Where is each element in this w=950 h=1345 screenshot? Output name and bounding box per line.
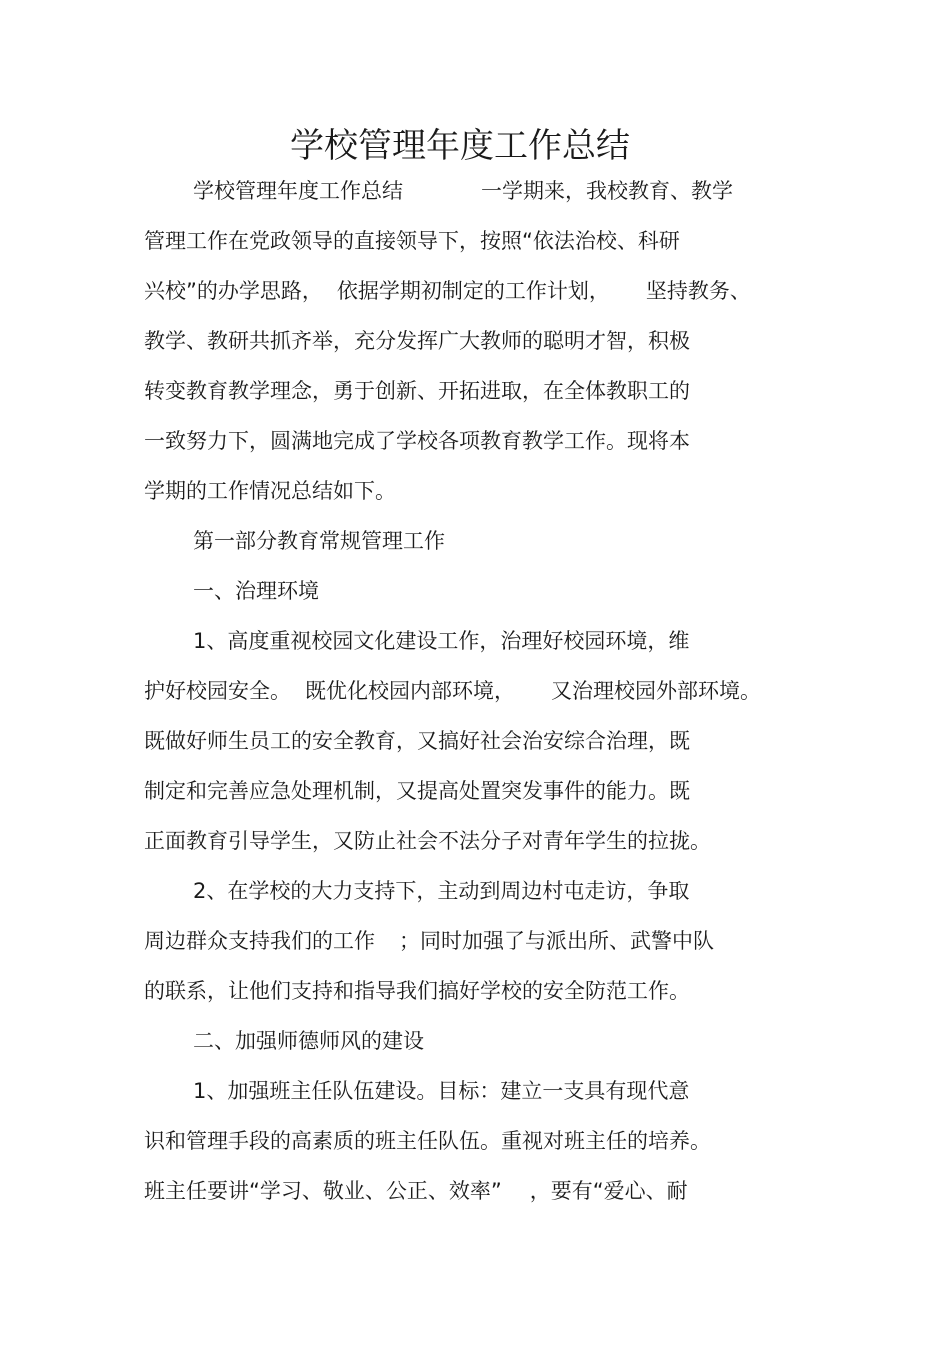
subsection-heading (193, 1021, 424, 1061)
paragraph-line-1 (193, 171, 733, 211)
line-text: 学期的工作情况总结如下。 (144, 479, 396, 503)
paragraph-line-5 (144, 371, 690, 411)
line-text: 一学期来，我校教育、教学 (481, 179, 733, 203)
paragraph-line-7 (144, 471, 396, 511)
line-text: 的联系，让他们支持和指导我们搞好学校的安全防范工作。 (144, 979, 690, 1003)
line-text: 班主任要讲“学习、敬业、公正、效率” (144, 1179, 502, 1203)
line-text: ；同时加强了与派出所、武警中队 (399, 929, 714, 953)
line-text: 识和管理手段的高素质的班主任队伍。重视对班主任的培养。 (144, 1129, 711, 1153)
line-text: 既做好师生员工的安全教育，又搞好社会治安综合治理，既 (144, 729, 690, 753)
line-text: ，要有“爱心、耐 (529, 1179, 688, 1203)
line-text: 转变教育教学理念，勇于创新、开拓进取，在全体教职工的 (144, 379, 690, 403)
subsection-heading (193, 571, 319, 611)
line-text: 1、加强班主任队伍建设。目标：建立一支具有现代意 (193, 1079, 690, 1103)
line-text: 护好校园安全。 (144, 679, 291, 703)
paragraph-line-13 (144, 771, 690, 811)
line-text: 坚持教务、 (645, 279, 751, 303)
paragraph-line-11 (144, 671, 761, 711)
line-text: 1、高度重视校园文化建设工作，治理好校园环境，维 (193, 629, 690, 653)
paragraph-line-6 (144, 421, 690, 461)
paragraph-line-14 (144, 821, 711, 861)
paragraph-line-10 (193, 621, 689, 661)
line-text: 依据学期初制定的工作计划， (336, 279, 610, 303)
line-text: 既优化校园内部环境， (305, 679, 515, 703)
line-text: 又治理校园外部环境。 (551, 679, 761, 703)
line-text: 周边群众支持我们的工作 (144, 929, 375, 953)
paragraph-line-21 (144, 1171, 688, 1211)
paragraph-line-16 (144, 921, 714, 961)
line-text: 第一部分教育常规管理工作 (193, 529, 445, 553)
line-text: 学校管理年度工作总结 (193, 179, 403, 203)
paragraph-line-17 (144, 971, 690, 1011)
line-text: 管理工作在党政领导的直接领导下，按照“依法治校、科研 (144, 229, 680, 253)
paragraph-line-19 (193, 1071, 689, 1111)
paragraph-line-3 (144, 271, 751, 311)
paragraph-line-12 (144, 721, 690, 761)
paragraph-line-4 (144, 321, 690, 361)
line-text: 一、治理环境 (193, 579, 319, 603)
line-text: 兴校”的办学思路， (144, 279, 323, 303)
line-text: 一致努力下，圆满地完成了学校各项教育教学工作。现将本 (144, 429, 690, 453)
document-title: 学校管理年度工作总结 (290, 126, 630, 166)
section-heading (193, 521, 445, 561)
line-text: 教学、教研共抓齐举，充分发挥广大教师的聪明才智，积极 (144, 329, 690, 353)
line-text: 正面教育引导学生，又防止社会不法分子对青年学生的拉拢。 (144, 829, 711, 853)
line-text: 制定和完善应急处理机制，又提高处置突发事件的能力。既 (144, 779, 690, 803)
paragraph-line-20 (144, 1121, 711, 1161)
line-text: 二、加强师德师风的建设 (193, 1029, 424, 1053)
paragraph-line-15 (193, 871, 689, 911)
line-text: 2、在学校的大力支持下，主动到周边村屯走访，争取 (193, 879, 690, 903)
paragraph-line-2 (144, 221, 680, 261)
